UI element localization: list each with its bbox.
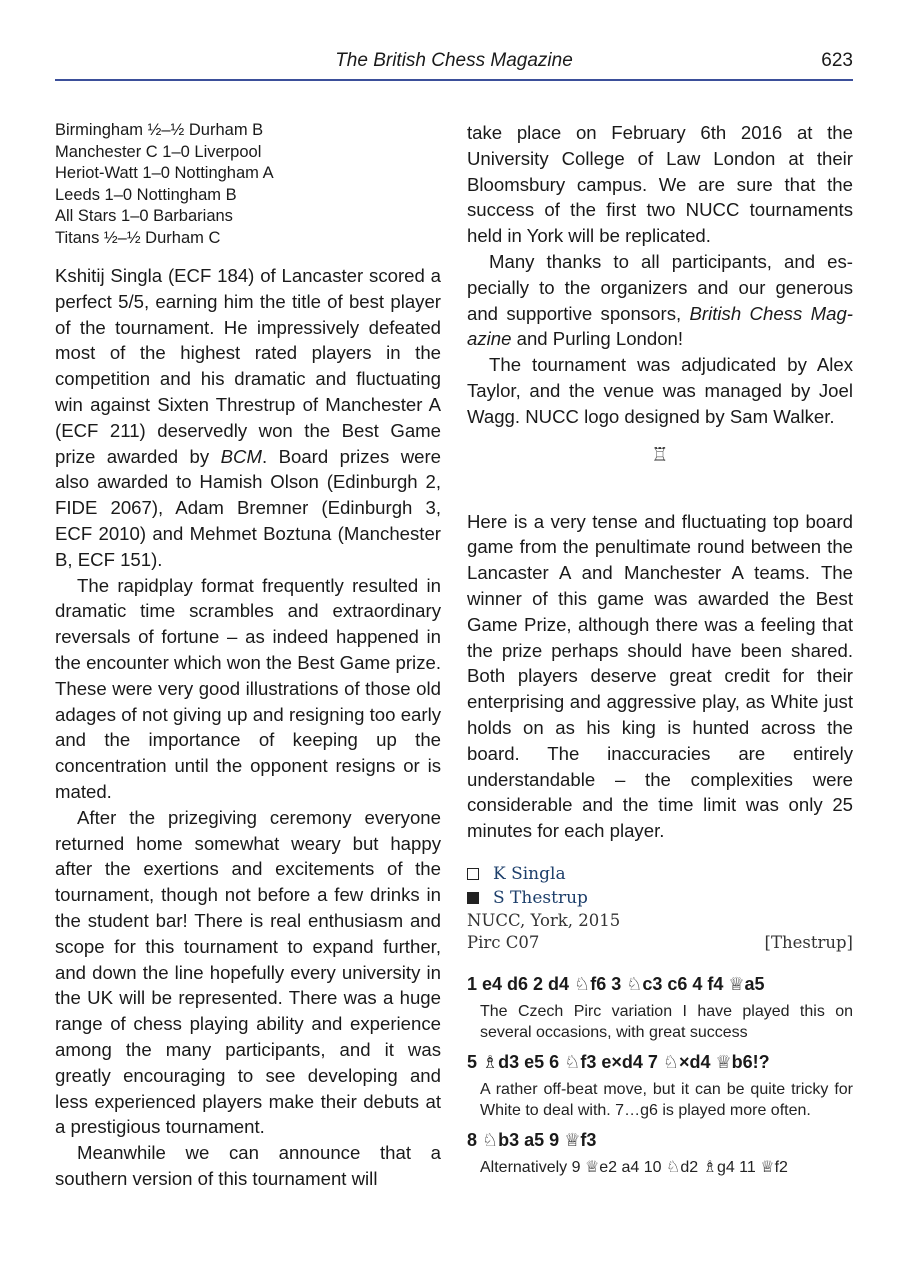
move-note: A rather off-beat move, but it can be quite tricky for White to deal with. 7…g6 is played more often. (480, 1080, 853, 1120)
result-line: Heriot-Watt 1–0 Nottingham A (55, 164, 274, 182)
result-line: Birmingham ½–½ Durham B (55, 121, 264, 139)
result-line: Manchester C 1–0 Liverpool (55, 142, 262, 161)
paragraph-thanks: Many thanks to all participants, and especially to the organizers and our generous and supportive sponsors, British Chess Magazine and Purling London! (467, 250, 853, 350)
paragraph-london-event: take place on February 6th 2016 at the University College of Law London at their Bloomsbury campus. We are sure that the success of the first two NUCC tournaments held in York will be replicated. (467, 122, 853, 247)
move-line: 5 ♗d3 e5 6 ♘f3 e×d4 7 ♘×d4 ♕b6!? (467, 1051, 770, 1072)
move-note: Alternatively 9 ♕e2 a4 10 ♘d2 ♗g4 11 ♕f2 (480, 1158, 788, 1176)
paragraph-rapidplay: The rapidplay format frequently resulted in dramatic time scrambles and extraordinary reversals of fortune – as indeed happened in the encounter which won the Best Game prize. These were very good illustrations of those old adages of not giving up and resigning too early and the importance of keeping up the concentration until the opponent resigns or is mated. (55, 574, 441, 802)
result-line: All Stars 1–0 Barbarians (55, 207, 233, 225)
game-players (467, 862, 853, 910)
right-column (467, 120, 853, 1178)
result-line: Titans ½–½ Durham C (55, 228, 221, 247)
paragraph-adjudication: The tournament was adjudicated by Alex Taylor, and the venue was managed by Joel Wagg. NUCC logo designed by Sam Walker. (467, 354, 853, 427)
move-note: The Czech Pirc variation I have played this on several occasions, with great success (480, 1002, 853, 1042)
black-player: S Thestrup (467, 886, 853, 910)
white-player: K Singla (467, 862, 853, 886)
game-event: NUCC, York, 2015 (467, 910, 621, 930)
game-opening: Pirc C07 (467, 932, 540, 952)
match-results (55, 120, 441, 249)
page-number: 623 (821, 50, 853, 71)
left-column (55, 120, 441, 1192)
move-line: 1 e4 d6 2 d4 ♘f6 3 ♘c3 c6 4 f4 ♕a5 (467, 973, 765, 994)
game-annotator: [Thestrup] (764, 932, 853, 952)
rook-icon: ♖ (651, 444, 669, 466)
move-line: 8 ♘b3 a5 9 ♕f3 (467, 1129, 597, 1150)
paragraph-prizegiving: After the prizegiving ceremony everyone returned home somewhat weary but happy after the exertions and excitements of the tournament, though not before a few drinks in the student bar! There is real enthusiasm and scope for this tournament to expand further, and down the line hopefully every university in the UK will be represented. There was a huge range of chess playing ability and experience among the many participants, and it was greatly encouraging to see developing and less experienced players make their debuts at a prestigious tournament. (55, 806, 441, 1138)
result-line: Leeds 1–0 Nottingham B (55, 185, 237, 204)
black-square-icon (467, 892, 479, 904)
paragraph-game-intro: Here is a very tense and fluctuating top board game from the penultimate round between the Lancaster A and Manchester A teams. The winner of this game was awarded the Best Game Prize, although there was a feeling that the prize perhaps should have been shared. Both players deserve great credit for their enterprising and aggressive play, as White just holds on as his king is hunted across the board. The inaccuracies are entirely understandable – the complexities were considerable and the time limit was only 25 minutes for each player. (467, 510, 853, 842)
running-header (55, 50, 853, 80)
white-square-icon (467, 868, 479, 880)
paragraph-best-player: Kshitij Singla (ECF 184) of Lancaster scored a perfect 5/5, earning him the title of best player of the tournament. He impressively defeated most of the highest rated players in the competition and his dramatic and fluctuating win against Sixten Threstrup of Manchester A (ECF 211) deservedly won the Best Game prize awarded by BCM. Board prizes were also awarded to Hamish Olson (Edinburgh 2, FIDE 2067), Adam Bremner (Edinburgh 3, ECF 2010) and Mehmet Boztuna (Manchester B, ECF 151). (55, 265, 441, 570)
header-rule (55, 79, 853, 81)
paragraph-southern-version: Meanwhile we can announce that a southern version of this tournament will (55, 1142, 441, 1189)
game-info (467, 910, 853, 954)
magazine-title: The British Chess Magazine (335, 50, 573, 71)
